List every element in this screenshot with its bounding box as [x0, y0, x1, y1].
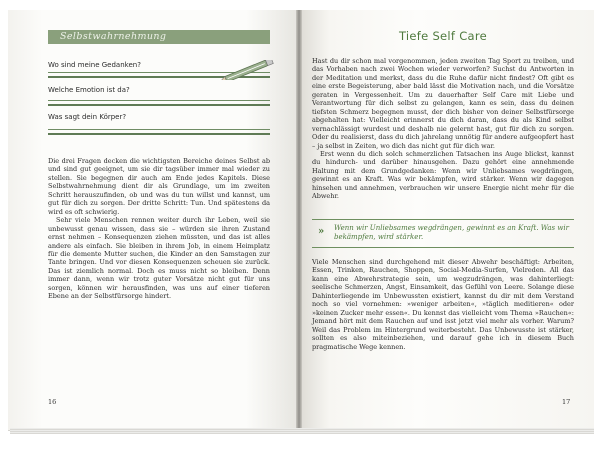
quote-mark-icon: »: [318, 226, 325, 237]
paragraph: Sehr viele Menschen rennen weiter durch ihr Leben, weil sie unbewusst genau wissen, dass sie – würden sie ihren Zustand ernst nehmen – Konsequenzen ziehen müssten, und das ist alles andere als einfach. Sie bleiben in ihrem Job, in einem Heimplatz für die demente Mutter suchen, die Kinder an den Samstagen zur Tante bringen. Und vor diesen Konsequenzen scheuen sie zurück. Das ist ziemlich normal. Doch es muss nicht so bleiben. Denn immer dann, wenn wir trotz guter Vorsätze nicht gut für uns sorgen, können wir herausfinden, was uns auf einer tieferen Ebene an der Selbstfürsorge hindert.: [48, 216, 270, 301]
right-body-text-bottom: [312, 258, 574, 351]
paragraph: Viele Menschen sind durchgehend mit dieser Abwehr beschäftigt: Arbeiten, Essen, Trinken, Rauchen, Shoppen, Social-Media-Surfen, Vielreden. All das kann eine Abwehrstrategie sein, um wegzudrängen, was dahinterliegt: seelische Schmerzen, Angst, Einsamkeit, das Gefühl von Leere. Solange diese Dahinterliegende im Unbewussten existiert, kannst du dir mit dem Verstand noch so viel vornehmen: »weniger arbeiten«, »täglich meditieren« oder »keinen Zucker mehr essen«. Du kennst das vielleicht vom Thema »Rauchen«: Jemand hört mit dem Rauchen auf und isst jetzt viel mehr als vorher. Warum? Weil das Problem im Hintergrund weiterbesteht. Das Unbewusste ist stärker, sollten es also miteinbeziehen, und darauf gehe ich in diesem Buch pragmatische Wege kennen.: [312, 258, 574, 351]
question-thoughts: Wo sind meine Gedanken?: [48, 61, 141, 69]
quote-rule-top: [312, 219, 574, 220]
paragraph: Erst wenn du dich solch schmerzlichen Tatsachen ins Auge blickst, kannst du hindurch- und darüber hinausgehen. Dazu gehört eine annehmende Haltung mit dem Grundgedanken: Wenn wir Unliebsames wegdrängen, gewinnt es an Kraft. Was wir bekämpfen, wird stärker. Wenn wir dagegen hinsehen und annehmen, verbrauchen wir unsere Energie nicht mehr für die Abwehr.: [312, 149, 574, 201]
answer-line: [48, 100, 270, 101]
paragraph: Hast du dir schon mal vorgenommen, jeden zweiten Tag Sport zu treiben, und das Vorhaben nach zwei Wochen wieder verworfen? Suchst du Antworten in der Meditation und merkst, dass du die Ruhe dafür nicht findest? Oft gibt es eine erste Begeisterung, aber bald lässt die Motivation nach, und die Vorsätze geraten in Vergessenheit. Um zu dauerhafter Self Care mit Liebe und Verantwortung für dich selbst zu gelangen, kann es sein, dass du deinen tiefsten Schmerz begegnen musst, der dich bisher von deiner Selbstfürsorge abgehalten hat: Vielleicht erinnerst du dich daran, dass du als Kind selbst vernachlässigt wurdest und deshalb nie gelernt hast, gut für dich zu sorgen. Oder du realisierst, dass du dich jahrelang unnötig für andere aufgeopfert hast – ja selbst in Zeiten, wo dich das nicht gut für dich war.: [312, 57, 574, 150]
quote-rule-bottom: [312, 247, 574, 248]
pull-quote: [312, 219, 574, 247]
question-body: Was sagt dein Körper?: [48, 113, 127, 121]
answer-line: [48, 133, 270, 135]
page-number-right: 17: [562, 398, 571, 406]
page-number-left: 16: [48, 398, 57, 406]
pencil-icon: [218, 60, 280, 80]
question-emotion: Welche Emotion ist da?: [48, 86, 130, 94]
answer-line: [48, 104, 270, 106]
paragraph: Die drei Fragen decken die wichtigsten Bereiche deines Selbst ab und sind gut geeignet, um sie dir tagsüber immer mal wieder zu stellen. Sie begegnen dir auch am Ende jedes Kapitels. Diese Selbstwahrnehmung dient dir als Grundlage, um im zweiten Schritt herauszufinden, ob und was du tun willst und kannst, um gut für dich zu sorgen. Der dritte Schritt: Tun. Und spätestens da wird es oft schwierig.: [48, 157, 270, 216]
workbox-title: Selbstwahrnehmung: [48, 30, 270, 44]
book-spine: [296, 10, 302, 432]
answer-line: [48, 129, 270, 130]
left-body-text: [48, 157, 270, 301]
quote-text: Wenn wir Unliebsames wegdrängen, gewinnt es an Kraft. Was wir bekämpfen, wird stärker.: [334, 224, 569, 241]
chapter-title: Tiefe Self Care: [398, 29, 488, 43]
right-body-text-top: [312, 57, 574, 201]
page-edges: [10, 428, 594, 434]
